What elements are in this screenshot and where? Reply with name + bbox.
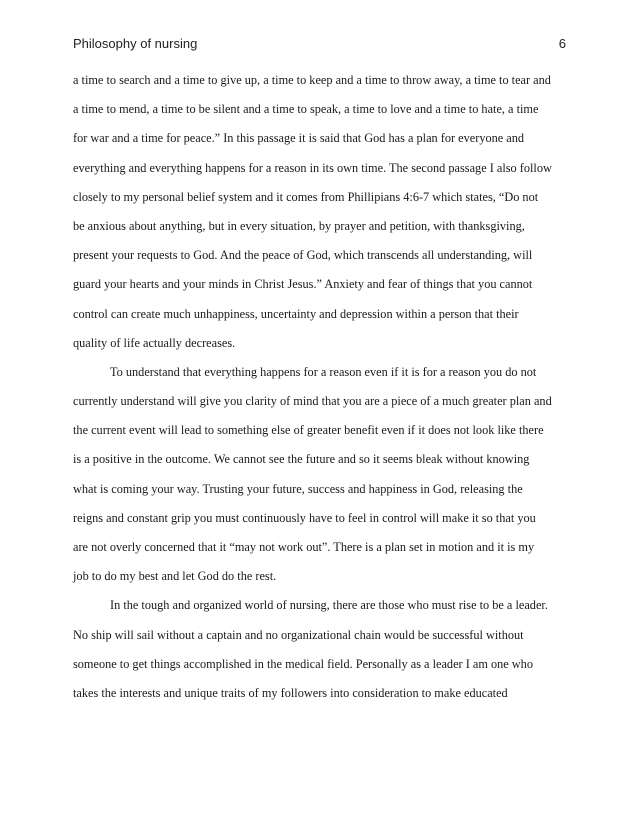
text-line: everything and everything happens for a reason in its own time. The second passage I also follow xyxy=(73,160,552,175)
text-line: takes the interests and unique traits of my followers into consideration to make educated xyxy=(73,685,508,700)
text-line: reigns and constant grip you must continuously have to feel in control will make it so that you xyxy=(73,510,536,525)
text-line: are not overly concerned that it “may not work out”. There is a plan set in motion and it is my xyxy=(73,540,535,554)
text-line: closely to my personal belief system and it comes from Phillipians 4:6-7 which states, “Do not xyxy=(73,189,539,204)
text-line: currently understand will give you clarity of mind that you are a piece of a much greater plan and xyxy=(73,394,552,409)
text-line: a time to search and a time to give up, a time to keep and a time to throw away, a time to tear and xyxy=(73,73,551,87)
text-line: present your requests to God. And the peace of God, which transcends all understanding, will xyxy=(73,248,533,263)
text-line: control can create much unhappiness, uncertainty and depression within a person that their xyxy=(73,306,519,321)
text-line: quality of life actually decreases. xyxy=(73,335,236,350)
text-line: for war and a time for peace.” In this passage it is said that God has a plan for everyone and xyxy=(73,131,525,146)
text-line-indented: To understand that everything happens for a reason even if it is for a reason you do not xyxy=(110,364,537,379)
text-line: someone to get things accomplished in the medical field. Personally as a leader I am one who xyxy=(73,656,533,671)
page-number: 6 xyxy=(558,36,566,51)
text-line: No ship will sail without a captain and no organizational chain would be successful without xyxy=(73,627,524,642)
text-line: is a positive in the outcome. We cannot see the future and so it seems bleak without knowing xyxy=(73,452,530,467)
running-head: Philosophy of nursing xyxy=(73,36,198,51)
text-line: be anxious about anything, but in every situation, by prayer and petition, with thanksgiving, xyxy=(73,218,525,233)
text-line: guard your hearts and your minds in Christ Jesus.” Anxiety and fear of things that you cannot xyxy=(73,277,533,292)
text-line: a time to mend, a time to be silent and a time to speak, a time to love and a time to hate, a time xyxy=(73,102,539,117)
text-line: what is coming your way. Trusting your future, success and happiness in God, releasing the xyxy=(73,481,523,496)
text-line-indented: In the tough and organized world of nursing, there are those who must rise to be a leader. xyxy=(110,598,548,613)
body-text xyxy=(73,72,571,714)
text-line: job to do my best and let God do the rest. xyxy=(73,569,277,584)
text-line: the current event will lead to something else of greater benefit even if it does not look like there xyxy=(73,423,544,438)
